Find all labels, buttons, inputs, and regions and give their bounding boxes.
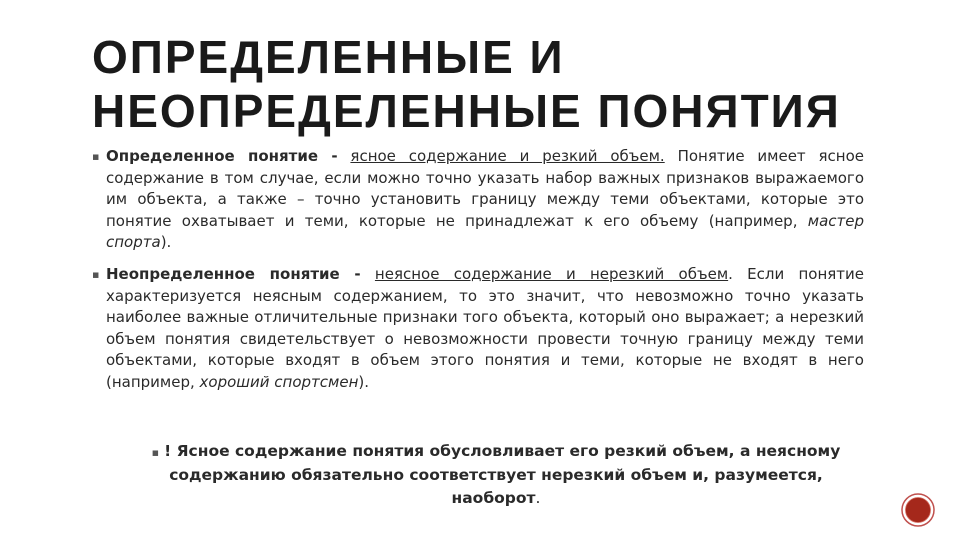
term-explanation: Понятие имеет ясное содержание в том случае, если можно точно указать набор важных признаков выражаемого им объекта, а также – точно установить границу между теми объектами, которые это понятие охватывает и теми, которые не принадлежат к его объему (например, [106, 147, 865, 230]
note-tail: . [535, 488, 541, 507]
term-label: Неопределенное понятие - [106, 264, 361, 283]
slide-title: ОПРЕДЕЛЕННЫЕ И НЕОПРЕДЕЛЕННЫЕ ПОНЯТИЯ [92, 31, 841, 137]
term-example: хороший спортсмен [199, 372, 359, 391]
bullet-marker-icon: ▪ [151, 446, 160, 459]
note-text: ! Ясное содержание понятия обусловливает его резкий объем, а неясному содержанию обязательно соответствует нерезкий объем и, разумеется, наоборот [164, 442, 841, 507]
bullet-item-indefinite [92, 264, 864, 394]
term-definition: ясное содержание и резкий объем. [350, 147, 665, 165]
term-example: мастер спорта [106, 211, 864, 252]
slide-number-badge-icon [901, 493, 935, 527]
bullet-marker-icon: ▪ [92, 267, 100, 281]
conclusion-note [116, 440, 866, 510]
term-explanation: . Если понятие характеризуется неясным содержанием, то это значит, что невозможно точно указать наиболее важные отличительные признаки того объекта, который оно выражает; а нерезкий объем понятия свидетельствует о невозможности провести точную границу между теми объектами, которые входят в объем этого понятия и теми, которые не входят в него (например, [106, 264, 865, 391]
bullet-marker-icon: ▪ [92, 150, 100, 163]
bullet-list [92, 146, 864, 404]
term-label: Определенное понятие - [106, 147, 338, 165]
bullet-item-definite [92, 146, 864, 254]
term-definition: неясное содержание и нерезкий объем [374, 264, 729, 283]
term-tail: ). [358, 372, 370, 391]
term-tail: ). [160, 233, 172, 252]
